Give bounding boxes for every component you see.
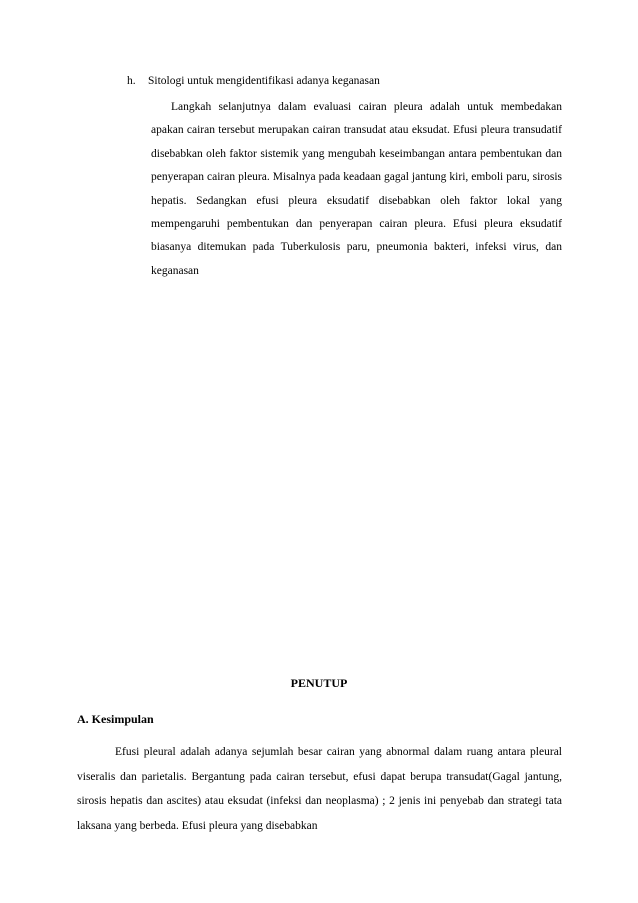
body-paragraph-evaluation: Langkah selanjutnya dalam evaluasi cairan pleura adalah untuk membedakan apakan cairan tersebut merupakan cairan transudat atau eksudat. Efusi pleura transudatif disebabkan oleh faktor sistemik yang mengubah keseimbangan antara pembentukan dan penyerapan cairan pleura. Misalnya pada keadaan gagal jantung kiri, emboli paru, sirosis hepatis. Sedangkan efusi pleura eksudatif disebabkan oleh faktor lokal yang mempengaruhi pembentukan dan penyerapan cairan pleura. Efusi pleura eksudatif biasanya ditemukan pada Tuberkulosis paru, pneumonia bakteri, infeksi virus, dan keganasan	[151, 101, 562, 277]
body-paragraph-conclusion: Efusi pleural adalah adanya sejumlah besar cairan yang abnormal dalam ruang antara pleural viseralis dan parietalis. Bergantung pada cairan tersebut, efusi dapat berupa transudat(Gagal jantung, sirosis hepatis dan ascites) atau eksudat (infeksi dan neoplasma) ; 2 jenis ini penyebab dan strategi tata laksana yang berbeda. Efusi pleura yang disebabkan	[77, 746, 562, 832]
list-item-h	[127, 73, 380, 89]
list-marker: h.	[127, 75, 136, 87]
list-item-text: Sitologi untuk mengidentifikasi adanya keganasan	[148, 75, 380, 87]
section-title: PENUTUP	[290, 676, 348, 690]
subsection-title: A. Kesimpulan	[77, 712, 154, 726]
